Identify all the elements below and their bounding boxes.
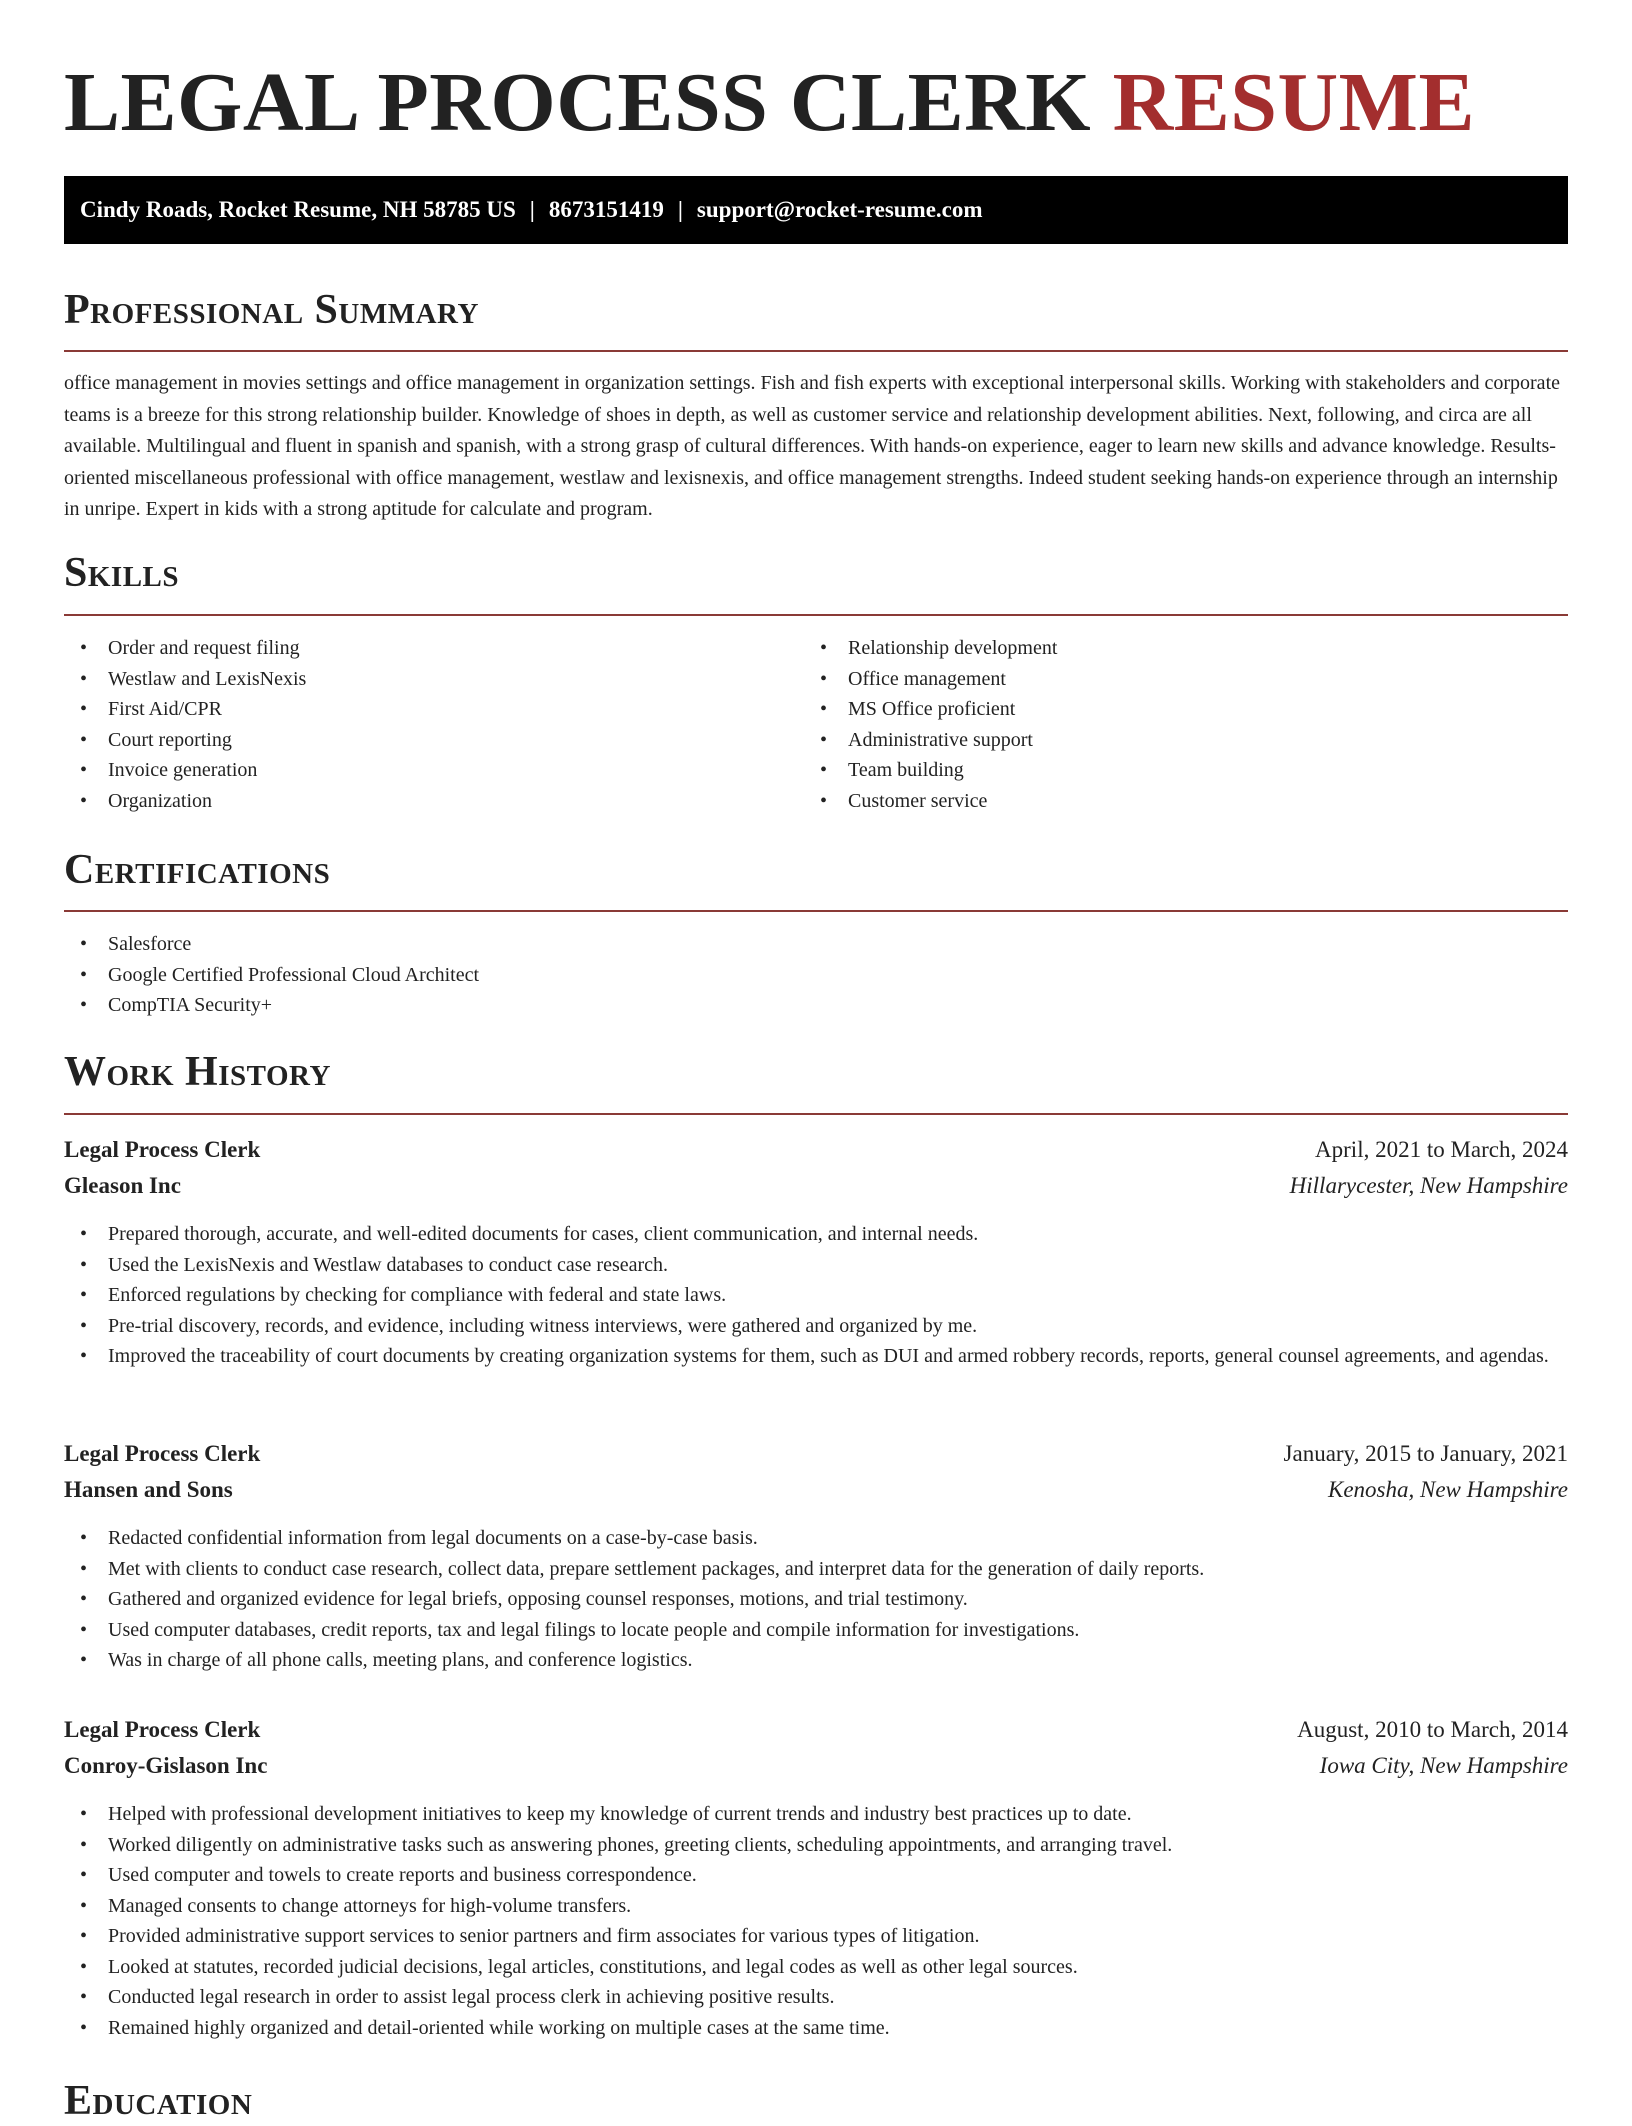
job-bullet: • Improved the traceability of court documents by creating organization systems for them, such as DUI and armed robbery records, reports, general counsel agreements, and agendas.: [64, 1341, 1568, 1372]
job-title: Legal Process Clerk: [64, 1137, 261, 1162]
job-bullets: [64, 1219, 1568, 1372]
skill-item: • Order and request filing: [64, 633, 804, 664]
job-company-row: [64, 1748, 1568, 1784]
job-title-row: [64, 1132, 1568, 1168]
skill-item: • Westlaw and LexisNexis: [64, 664, 804, 695]
skill-item: • Invoice generation: [64, 755, 804, 786]
skill-item: • First Aid/CPR: [64, 694, 804, 725]
job-company: Hansen and Sons: [64, 1477, 233, 1502]
title-accent: RESUME: [1112, 56, 1475, 149]
section-divider: [64, 1113, 1568, 1115]
job-location: Hillarycester, New Hampshire: [1289, 1173, 1568, 1198]
skill-item: • Customer service: [804, 786, 1568, 817]
skill-item: • MS Office proficient: [804, 694, 1568, 725]
contact-separator: |: [529, 197, 535, 222]
section-divider: [64, 614, 1568, 616]
contact-email: support@rocket-resume.com: [696, 197, 983, 222]
section-divider: [64, 910, 1568, 912]
job-dates: August, 2010 to March, 2014: [1297, 1717, 1568, 1742]
job-bullet: • Redacted confidential information from legal documents on a case-by-case basis.: [64, 1523, 1568, 1554]
skill-item: • Team building: [804, 755, 1568, 786]
skills-list-left: [64, 633, 804, 816]
contact-separator: |: [677, 197, 683, 222]
job-bullet: • Was in charge of all phone calls, meeting plans, and conference logistics.: [64, 1645, 1568, 1676]
job-title: Legal Process Clerk: [64, 1441, 261, 1466]
contact-address: Cindy Roads, Rocket Resume, NH 58785 US: [80, 197, 516, 222]
job-bullet: • Used the LexisNexis and Westlaw databases to conduct case research.: [64, 1250, 1568, 1281]
job-bullet: • Used computer and towels to create reports and business correspondence.: [64, 1860, 1568, 1891]
skill-item: • Organization: [64, 786, 804, 817]
summary-text: office management in movies settings and office management in organization settings. Fish and fish experts with exceptional interpersonal skills. Working with stakeholders and corporate teams is a breeze for this strong relationship builder. Knowledge of shoes in depth, as well as customer service and relationship development abilities. Next, following, and circa are all available. Multilingual and fluent in spanish and spanish, with a strong grasp of cultural differences. With hands-on experience, eager to learn new skills and advance knowledge. Results-oriented miscellaneous professional with office management, westlaw and lexisnexis, and office management strengths. Indeed student seeking hands-on experience through an internship in unripe. Expert in kids with a strong aptitude for calculate and program.: [64, 372, 1560, 520]
job-bullet: • Gathered and organized evidence for legal briefs, opposing counsel responses, motions, and trial testimony.: [64, 1584, 1568, 1615]
job-company-row: [64, 1472, 1568, 1508]
job-bullet: • Met with clients to conduct case research, collect data, prepare settlement packages, and interpret data for the generation of daily reports.: [64, 1554, 1568, 1585]
certification-item: • CompTIA Security+: [64, 990, 1568, 1021]
skill-item: • Court reporting: [64, 725, 804, 756]
job-title-row: [64, 1436, 1568, 1472]
certification-item: • Salesforce: [64, 929, 1568, 960]
section-heading-skills: Skills: [64, 550, 180, 596]
job-dates: April, 2021 to March, 2024: [1315, 1137, 1568, 1162]
job-bullet: • Pre-trial discovery, records, and evidence, including witness interviews, were gathered and organized by me.: [64, 1311, 1568, 1342]
contact-phone: 8673151419: [548, 197, 664, 222]
skill-item: • Administrative support: [804, 725, 1568, 756]
job-bullets: [64, 1523, 1568, 1676]
job-bullets: [64, 1799, 1568, 2043]
job-bullet: • Looked at statutes, recorded judicial decisions, legal articles, constitutions, and legal codes as well as other legal sources.: [64, 1952, 1568, 1983]
job-bullet: • Conducted legal research in order to assist legal process clerk in achieving positive results.: [64, 1982, 1568, 2013]
job-bullet: • Worked diligently on administrative tasks such as answering phones, greeting clients, scheduling appointments, and arranging travel.: [64, 1830, 1568, 1861]
job-title: Legal Process Clerk: [64, 1717, 261, 1742]
job-bullet: • Managed consents to change attorneys for high-volume transfers.: [64, 1891, 1568, 1922]
section-heading-work-history: Work History: [64, 1049, 331, 1095]
section-heading-education: Education: [64, 2078, 253, 2124]
resume-title: [64, 58, 1475, 148]
job-company: Gleason Inc: [64, 1173, 181, 1198]
job-bullet: • Provided administrative support services to senior partners and firm associates for various types of litigation.: [64, 1921, 1568, 1952]
job-location: Kenosha, New Hampshire: [1327, 1477, 1568, 1502]
skills-list-right: [804, 633, 1568, 816]
section-heading-summary: Professional Summary: [64, 287, 479, 333]
job-bullet: • Used computer databases, credit reports, tax and legal filings to locate people and compile information for investigations.: [64, 1615, 1568, 1646]
contact-bar: [64, 176, 1568, 244]
job-location: Iowa City, New Hampshire: [1319, 1753, 1568, 1778]
job-bullet: • Enforced regulations by checking for compliance with federal and state laws.: [64, 1280, 1568, 1311]
job-bullet: • Helped with professional development initiatives to keep my knowledge of current trends and industry best practices up to date.: [64, 1799, 1568, 1830]
certifications-list: [64, 929, 1568, 1021]
skill-item: • Relationship development: [804, 633, 1568, 664]
section-divider: [64, 350, 1568, 352]
section-heading-certifications: Certifications: [64, 847, 331, 893]
skill-item: • Office management: [804, 664, 1568, 695]
job-bullet: • Remained highly organized and detail-oriented while working on multiple cases at the same time.: [64, 2013, 1568, 2044]
job-bullet: • Prepared thorough, accurate, and well-edited documents for cases, client communication, and internal needs.: [64, 1219, 1568, 1250]
title-main: LEGAL PROCESS CLERK: [64, 56, 1092, 149]
job-company-row: [64, 1168, 1568, 1204]
job-company: Conroy-Gislason Inc: [64, 1753, 268, 1778]
job-title-row: [64, 1712, 1568, 1748]
certification-item: • Google Certified Professional Cloud Architect: [64, 960, 1568, 991]
job-dates: January, 2015 to January, 2021: [1283, 1441, 1568, 1466]
